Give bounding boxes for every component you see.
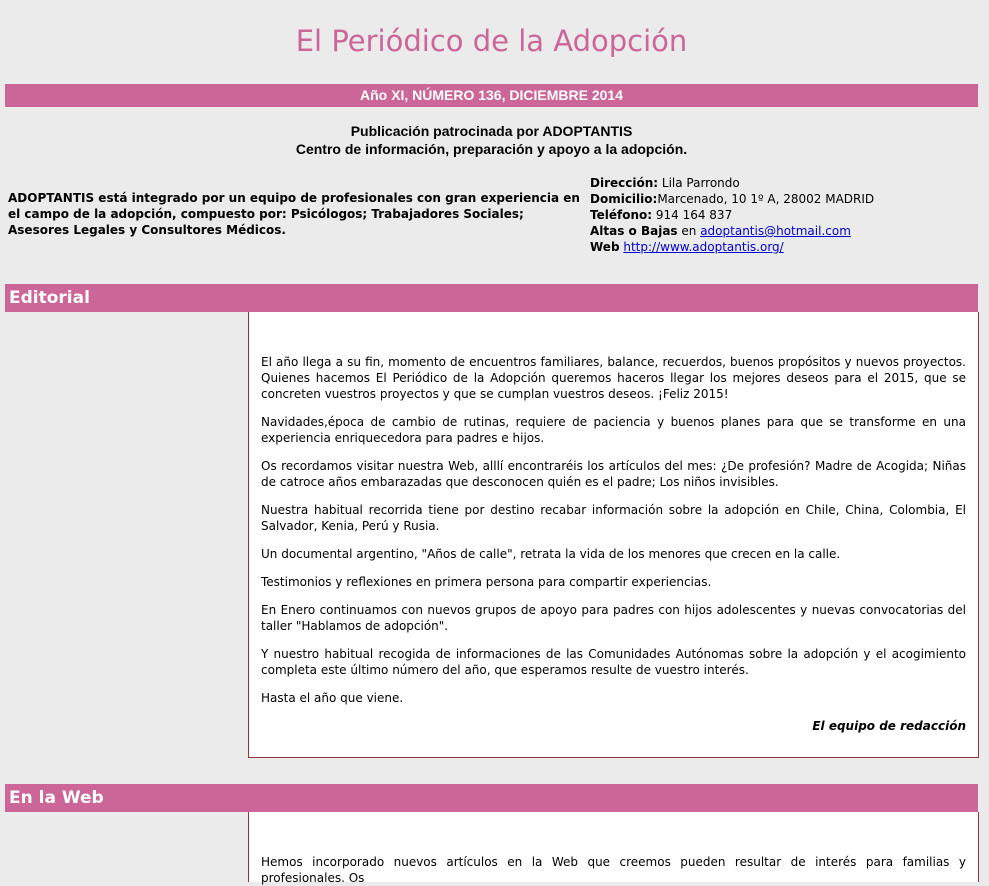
editorial-paragraph: En Enero continuamos con nuevos grupos de apoyo para padres con hijos adolescentes y nuevas convocatorias del taller "Hablamos de adopción". xyxy=(261,603,966,633)
direccion-label: Dirección: xyxy=(590,176,659,190)
editorial-panel xyxy=(248,312,979,758)
issue-banner: Año XI, NÚMERO 136, DICIEMBRE 2014 xyxy=(5,84,978,107)
contact-direccion xyxy=(590,175,980,191)
web-label: Web xyxy=(590,240,620,254)
editorial-paragraph: Os recordamos visitar nuestra Web, alllí encontraréis los artículos del mes: ¿De profesión? Madre de Acogida; Niñas de catroce años embarazadas que desconocen quién es el padre; Los niños invisibles. xyxy=(261,459,966,489)
editorial-paragraph: Y nuestro habitual recogida de informaciones de las Comunidades Autónomas sobre la adopción y el acogimiento completa este último número del año, que esperamos resulte de vuestro interés. xyxy=(261,647,966,677)
editorial-paragraph: Navidades,época de cambio de rutinas, requiere de paciencia y buenos planes para que se transforme en una experiencia enriquecedora para padres e hijos. xyxy=(261,415,966,445)
altas-prefix: en xyxy=(677,224,701,238)
editorial-paragraph: Nuestra habitual recorrida tiene por destino recabar información sobre la adopción en Chile, China, Colombia, El Salvador, Kenia, Perú y Rusia. xyxy=(261,503,966,533)
en-la-web-heading: En la Web xyxy=(5,784,978,812)
domicilio-value: Marcenado, 10 1º A, 28002 MADRID xyxy=(657,192,875,206)
editorial-paragraph: Un documental argentino, "Años de calle", retrata la vida de los menores que crecen en la calle. xyxy=(261,547,841,561)
web-link[interactable]: http://www.adoptantis.org/ xyxy=(623,240,784,254)
editorial-paragraph: El año llega a su fin, momento de encuentros familiares, balance, recuerdos, buenos propósitos y nuevos proyectos. Quienes hacemos El Periódico de la Adopción queremos haceros llegar los mejores deseos para el 2015, que se concreten vuestros proyectos y que se cumplan vuestros deseos. ¡Feliz 2015! xyxy=(261,355,966,401)
sponsor-line: Publicación patrocinada por ADOPTANTIS xyxy=(350,123,633,139)
page-title: El Periódico de la Adopción xyxy=(295,24,688,58)
editorial-paragraph: Hasta el año que viene. xyxy=(261,691,404,705)
editorial-heading: Editorial xyxy=(5,284,978,312)
domicilio-label: Domicilio: xyxy=(590,192,658,206)
contact-block xyxy=(590,175,980,255)
telefono-value: 914 164 837 xyxy=(652,208,733,222)
en-la-web-panel xyxy=(248,812,979,885)
telefono-label: Teléfono: xyxy=(590,208,653,222)
contact-web xyxy=(590,239,980,255)
contact-domicilio xyxy=(590,191,980,207)
email-link[interactable]: adoptantis@hotmail.com xyxy=(700,224,851,238)
editorial-signature: El equipo de redacción xyxy=(812,719,966,733)
sponsor-tagline: Centro de información, preparación y apoyo a la adopción. xyxy=(295,141,688,157)
editorial-paragraph: Testimonios y reflexiones en primera persona para compartir experiencias. xyxy=(261,575,712,589)
contact-altas xyxy=(590,223,980,239)
altas-label: Altas o Bajas xyxy=(590,224,678,238)
contact-telefono xyxy=(590,207,980,223)
en-la-web-paragraph: Hemos incorporado nuevos artículos en la Web que creemos pueden resultar de interés para familias y profesionales. Os xyxy=(261,855,966,885)
sponsor-block xyxy=(0,122,983,158)
about-text: ADOPTANTIS está integrado por un equipo de profesionales con gran experiencia en el campo de la adopción, compuesto por: Psicólogos; Trabajadores Sociales; Asesores Legales y Consultores Médicos. xyxy=(8,191,580,237)
direccion-value: Lila Parrondo xyxy=(658,176,740,190)
